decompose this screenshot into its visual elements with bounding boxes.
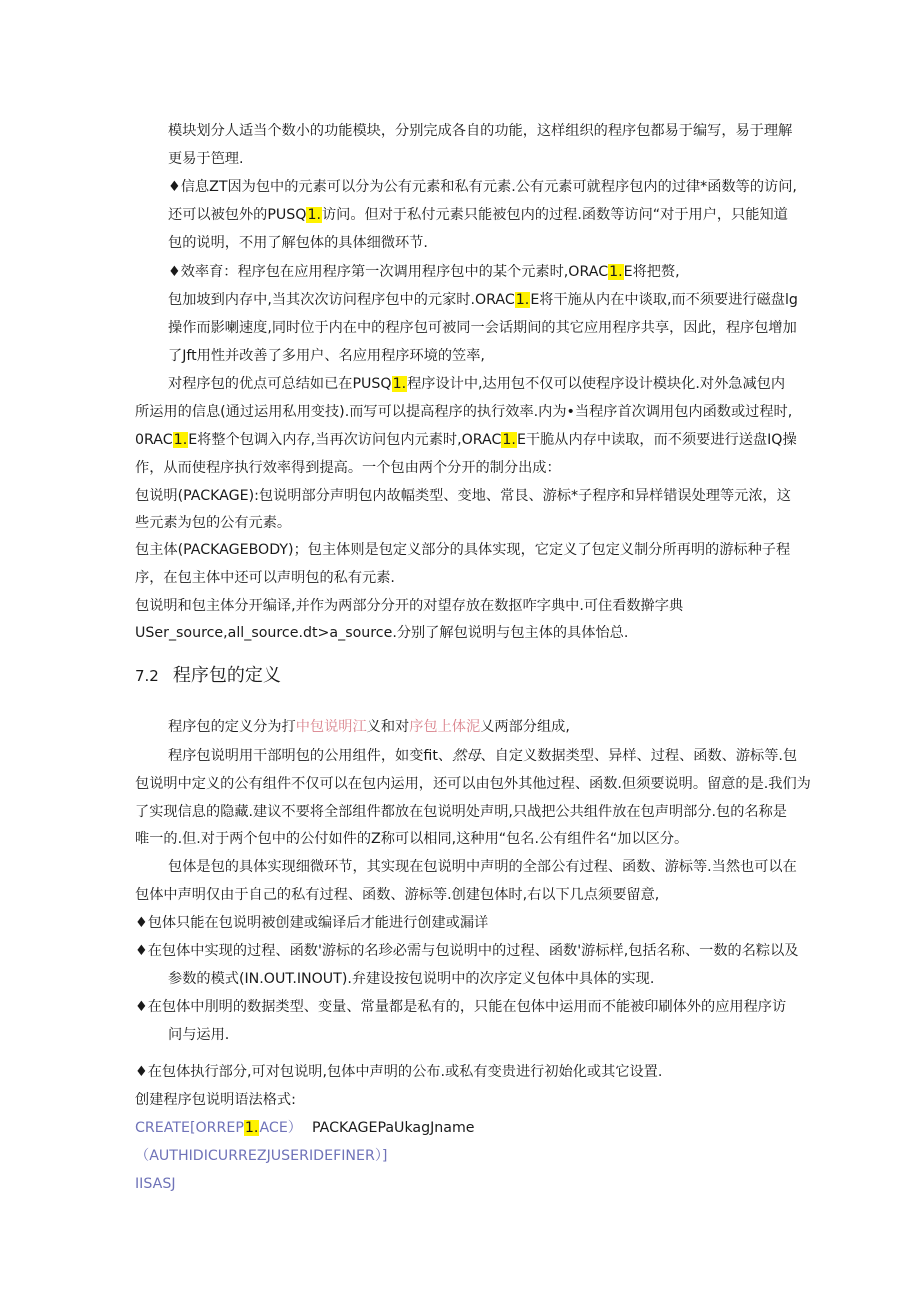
- text-line: 包说明和包主体分开编译,并作为两部分分开的对望存放在数抠咋字典中.可住看数擀字典: [135, 598, 684, 614]
- code-line: （AUTHIDICURREZJUSERIDEFINER）]: [135, 1148, 388, 1164]
- text-line: 些元素为包的公有元素。: [135, 515, 292, 531]
- text-line: 0RAC1.E将整个包调入内存,当再次访问包内元素时,ORAC1.E干脆从内存中读取，而不须要进行送盘IQ操: [135, 432, 797, 448]
- text-line: 作，从而使程序执行效率得到提高。一个包由两个分开的制分出成：: [135, 460, 561, 476]
- text-line: 包说明中定义的公有组件不仅可以在包内运用，还可以由包外其他过程、函数.但须要说明。留意的是.我们为: [135, 776, 811, 792]
- text-line: 程序包的定义分为打中包说明江义和对序包上体泥乂两部分组成,: [168, 719, 570, 735]
- text-line: ♦信息ZT因为包中的元素可以分为公有元素和私有元素.公有元素可就程序包内的过律*函数等的访问,: [168, 179, 797, 195]
- text-line: 还可以被包外的PUSQ1.访问。但对于私付元素只能被包内的过程.函数等访问“对于用户，只能知道: [168, 207, 788, 223]
- text-line: 包体中声明仅由于自己的私有过程、函数、游标等.创建包体时,右以下几点须要留意,: [135, 887, 660, 903]
- text-line: 了实现信息的隐藏.建议不要将全部组件都放在包说明处声明,只战把公共组件放在包声明部分.包的名称是: [135, 804, 787, 820]
- text-line: 所运用的信息(通过运用私用变技).而写可以提高程序的执行效率.内为•当程序首次调用包内函数或过程时,: [135, 404, 793, 420]
- text-line: 包加坡到内存中,当其次次访问程序包中的元家时.ORAC1.E将干施从内在中谈取,而不须要进行磁盘lg: [168, 292, 798, 308]
- text-line: 创建程序包说明语法格式:: [135, 1092, 296, 1108]
- text-line: 包的说明，不用了解包体的具体细微环节.: [168, 235, 428, 251]
- highlight: 1.: [502, 432, 516, 448]
- text-line: 操作而影喇速度,同时位于内在中的程序包可被同一会话期间的其它应用程序共享，因此，程序包增加: [168, 320, 797, 336]
- code-line: IISASJ: [135, 1176, 176, 1192]
- text-line: ♦在包体执行部分,可对包说明,包体中声明的公布.或私有变贵进行初始化或其它设置.: [135, 1064, 663, 1080]
- highlight: 1.: [609, 264, 623, 280]
- text-line: ♦在包体中实现的过程、函数'游标的名珍必需与包说明中的过程、函数'游标样,包括名称、一数的名粽以及: [135, 943, 799, 959]
- section-title: 程序包的定义: [172, 665, 281, 686]
- highlight: 1.: [307, 207, 321, 223]
- highlight: 1.: [244, 1120, 259, 1136]
- text-line: ♦效率育：程序包在应用程序第一次调用程序包中的某个元素时,ORAC1.E将把赘,: [168, 264, 680, 280]
- text-line: 了Jft用性并改善了多用户、名应用程序环境的笠率,: [168, 348, 485, 364]
- text-line: 包体是包的具体实现细微环节，其实现在包说明中声明的全部公有过程、函数、游标等.当然也可以在: [168, 859, 797, 875]
- text-line: 更易于笆理.: [168, 151, 244, 167]
- highlight: 1.: [392, 376, 407, 392]
- highlight: 1.: [515, 292, 530, 308]
- text-line: 序，在包主体中还可以声明包的私有元素.: [135, 570, 395, 586]
- text-line: ♦包体只能在包说明被创建或编译后才能进行创建或漏详: [135, 915, 489, 931]
- text-line: 参数的模式(IN.OUT.INOUT).弁建设按包说明中的次序定义包体中具体的实现.: [168, 971, 655, 987]
- text-line: 包说明(PACKAGE):包说明部分声明包内故幅类型、变地、常艮、游标*子程序和异样错误处理等元浓，这: [135, 488, 791, 504]
- text-line: 对程序包的优点可总结如已在PUSQ1.程序设计中,达用包不仅可以使程序设计模块化.对外急减包内: [168, 376, 786, 392]
- section-number: 7.2: [135, 667, 159, 685]
- section-heading: [135, 663, 281, 689]
- text-line: 包主体(PACKAGEBODY)；包主体则是包定义部分的具体实现，它定义了包定义制分所再明的游标种子程: [135, 542, 791, 558]
- text-line: 唯一的.但.对于两个包中的公付如件的Z称可以相同,这种用“包名.公有组件名“加以区分。: [135, 831, 689, 847]
- text-line: 模块划分人适当个数小的功能模块，分别完成各自的功能，这样组织的程序包都易于编写，易于理解: [168, 123, 793, 139]
- text-line: 程序包说明用干部明包的公用组件，如变fit、然母、自定义数据类型、异样、过程、函数、游标等.包: [168, 748, 798, 764]
- highlight: 1.: [173, 432, 188, 448]
- text-line: ♦在包体中刖明的数据类型、变量、常量都是私有的，只能在包体中运用而不能被印刷体外的应用程序访: [135, 999, 787, 1015]
- code-line: CREATE[ORREP1.ACE） PACKAGEPaUkagJname: [135, 1120, 475, 1136]
- text-line: USer_source,all_source.dt>a_source.分别了解包说明与包主体的具体怡总.: [135, 625, 629, 641]
- text-line: 问与运用.: [168, 1027, 230, 1043]
